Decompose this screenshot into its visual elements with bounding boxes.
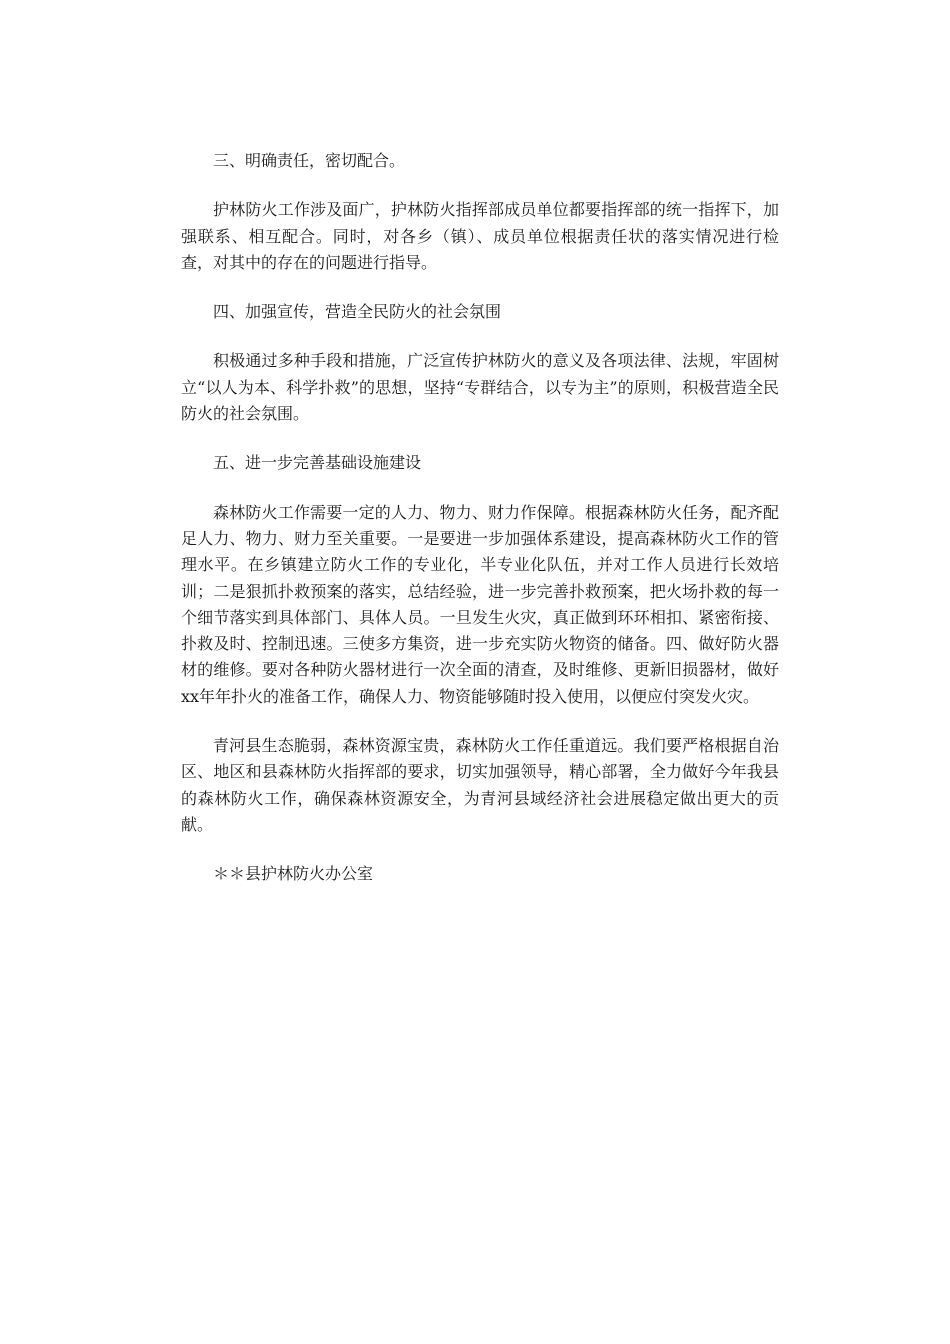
section-heading-3: 三、明确责任，密切配合。 [213, 151, 406, 170]
paragraph-infrastructure: 森林防火工作需要一定的人力、物力、财力作保障。根据森林防火任务，配齐配足人力、物力、财力至关重要。一是要进一步加强体系建设，提高森林防火工作的管理水平。在乡镇建立防火工作的专业化，半专业化队伍，并对工作人员进行长效培训；二是狠抓扑救预案的落实，总结经验，进一步完善扑救预案，把火场扑救的每一个细节落实到具体部门、具体人员。一旦发生火灾，真正做到环环相扣、紧密衔接、扑救及时、控制迅速。三使多方集资，进一步充实防火物资的储备。四、做好防火器材的维修。要对各种防火器材进行一次全面的清查，及时维修、更新旧损器材，做好xx年年扑火的准备工作，确保人力、物资能够随时投入使用，以便应付突发火灾。 [181, 502, 779, 706]
section-heading-4: 四、加强宣传，营造全民防火的社会氛围 [213, 302, 502, 322]
document-body [181, 148, 779, 888]
paragraph-conclusion: 青河县生态脆弱，森林资源宝贵，森林防火工作任重道远。我们要严格根据自治区、地区和县森林防火指挥部的要求，切实加强领导，精心部署，全力做好今年我县的森林防火工作，确保森林资源安全，为青河县域经济社会进展稳定做出更大的贡献。 [181, 736, 779, 834]
paragraph-coordination: 护林防火工作涉及面广，护林防火指挥部成员单位都要指挥部的统一指挥下，加强联系、相互配合。同时，对各乡（镇）、成员单位根据责任状的落实情况进行检查，对其中的存在的问题进行指导。 [181, 200, 779, 272]
signature-office: ＊＊县护林防火办公室 [213, 864, 374, 884]
section-heading-5: 五、进一步完善基础设施建设 [213, 453, 422, 473]
paragraph-publicity: 积极通过多种手段和措施，广泛宣传护林防火的意义及各项法律、法规，牢固树立“以人为本、科学扑救”的思想，坚持“专群结合，以专为主”的原则，积极营造全民防火的社会氛围。 [181, 351, 779, 424]
